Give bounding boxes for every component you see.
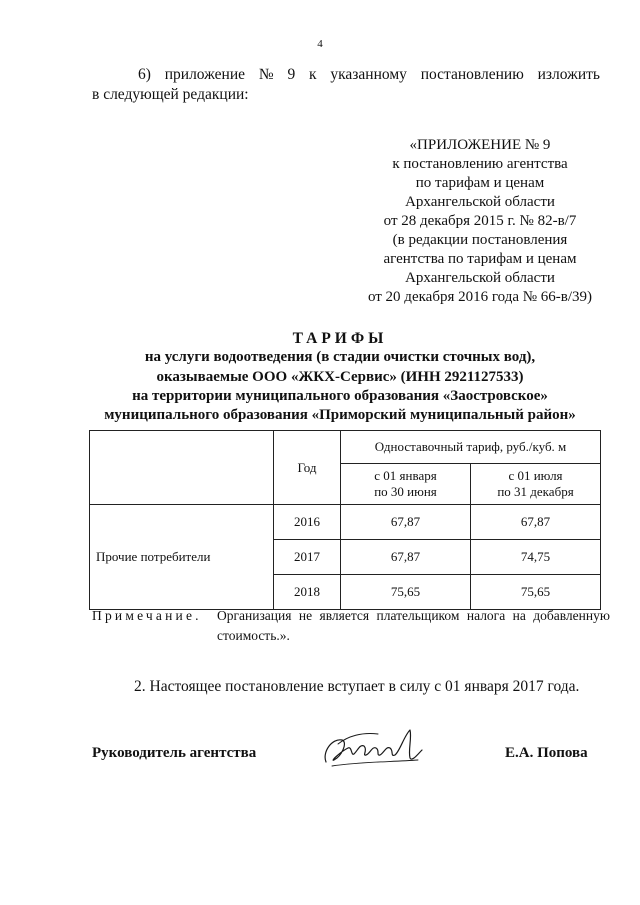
row-year: 2017 [274, 540, 341, 575]
intro-word: приложение [164, 66, 246, 83]
header-period-first-half [341, 464, 471, 505]
header-empty-cell [90, 431, 274, 505]
tariff-table [89, 430, 601, 610]
header-period-second-half [471, 464, 601, 505]
handwritten-signature [318, 722, 433, 774]
appendix-line: (в редакции постановления [392, 232, 568, 248]
row-tariff-second-half: 74,75 [471, 540, 601, 575]
tariff-title-line: на услуги водоотведения (в стадии очистки сточных вод), [144, 349, 536, 366]
appendix-header [330, 136, 630, 307]
period-end: по 30 июня [374, 484, 437, 499]
row-tariff-first-half: 75,65 [341, 575, 471, 610]
note-word: является [319, 608, 370, 623]
appendix-line: «ПРИЛОЖЕНИЕ № 9 [409, 137, 551, 153]
period-start: с 01 июля [508, 468, 563, 483]
header-year: Год [274, 431, 341, 505]
intro-word: 6) [138, 66, 151, 83]
tariff-title-line: муниципального образования «Приморский муниципальный район» [104, 407, 576, 424]
tariff-title [60, 329, 620, 425]
intro-word: постановлению [420, 66, 524, 83]
note-word: налога [466, 608, 506, 623]
row-tariff-first-half: 67,87 [341, 540, 471, 575]
appendix-line: от 28 декабря 2015 г. № 82-в/7 [383, 213, 577, 229]
note-word: Организация [217, 608, 292, 623]
intro-word: к [309, 66, 317, 83]
appendix-line: агентства по тарифам и ценам [383, 251, 577, 267]
intro-word: изложить [537, 66, 600, 83]
row-tariff-first-half: 67,87 [341, 505, 471, 540]
row-year: 2016 [274, 505, 341, 540]
intro-paragraph-line2: в следующей редакции: [92, 86, 249, 103]
effective-clause: 2. Настоящее постановление вступает в силу с 01 января 2017 года. [134, 678, 580, 695]
page-number: 4 [317, 38, 323, 50]
note-text-line2: стоимость.». [217, 628, 290, 643]
table-row [90, 505, 601, 540]
intro-word: указанному [330, 66, 407, 83]
appendix-line: Архангельской области [405, 270, 555, 286]
intro-paragraph-line1 [138, 66, 600, 84]
note-word: на [512, 608, 526, 623]
note-label: Примечание. [92, 608, 202, 623]
tariff-title-line: оказываемые ООО «ЖКХ-Сервис» (ИНН 2921127533) [156, 368, 524, 385]
row-tariff-second-half: 67,87 [471, 505, 601, 540]
signatory-name: Е.А. Попова [505, 745, 588, 761]
appendix-line: к постановлению агентства [392, 156, 568, 172]
note-text-line1 [217, 608, 610, 624]
note-word: не [298, 608, 313, 623]
appendix-line: от 20 декабря 2016 года № 66-в/39) [367, 289, 593, 305]
table-header-row [90, 431, 601, 464]
period-end: по 31 декабря [497, 484, 574, 499]
note-word: добавленную [533, 608, 610, 623]
row-tariff-second-half: 75,65 [471, 575, 601, 610]
tariff-title-line: на территории муниципального образования «Заостровское» [132, 387, 548, 404]
appendix-line: по тарифам и ценам [415, 175, 545, 191]
header-tariff: Одноставочный тариф, руб./куб. м [341, 431, 601, 464]
row-year: 2018 [274, 575, 341, 610]
intro-word: 9 [287, 66, 296, 83]
consumer-category: Прочие потребители [90, 505, 274, 610]
note-word: плательщиком [376, 608, 460, 623]
intro-word: № [258, 66, 274, 83]
appendix-line: Архангельской области [405, 194, 555, 210]
signatory-role: Руководитель агентства [92, 745, 257, 761]
tariff-heading: ТАРИФЫ [292, 330, 388, 347]
period-start: с 01 января [374, 468, 437, 483]
